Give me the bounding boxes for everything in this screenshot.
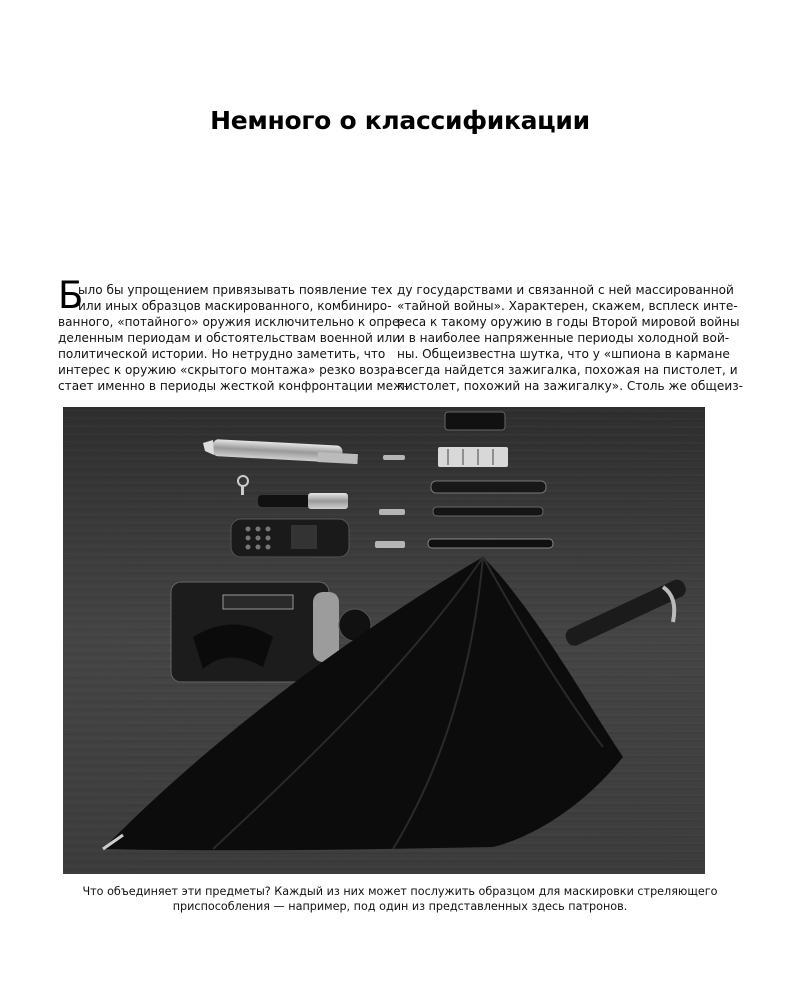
drop-cap: Б [58, 274, 84, 317]
text-line: или иных образцов маскированного, комбиниро- [78, 299, 392, 313]
photo-illustration [63, 407, 705, 874]
photo-caption [60, 884, 740, 914]
caption-line: Что объединяет эти предметы? Каждый из них может послужить образцом для маскировки стреляющего [82, 885, 718, 898]
text-line: пистолет, похожий на зажигалку». Столь же общеиз- [397, 379, 744, 393]
text-line: и в наиболее напряженные периоды холодной вой- [397, 331, 730, 345]
text-line: политической истории. Но нетрудно заметить, что [58, 347, 386, 361]
text-line: стает именно в периоды жесткой конфронтации меж- [58, 379, 409, 393]
text-line: реса к такому оружию в годы Второй мировой войны [397, 315, 740, 329]
text-line: интерес к оружию «скрытого монтажа» резко возра- [58, 363, 400, 377]
text-line: «тайной войны». Характерен, скажем, всплеск инте- [397, 299, 738, 313]
photo-objects-on-table [63, 407, 705, 874]
page-title: Немного о классификации [210, 106, 590, 135]
text-line: всегда найдется зажигалка, похожая на пистолет, и [397, 363, 738, 377]
text-column-right [397, 282, 744, 394]
mobile-phone-object [231, 519, 349, 557]
text-line: ыло бы упрощением привязывать появление тех [78, 283, 393, 297]
text-line: деленным периодам и обстоятельствам военной или [58, 331, 401, 345]
caption-line: приспособления — например, под один из представленных здесь патронов. [172, 900, 628, 913]
text-line: ванного, «потайного» оружия исключительно к опре- [58, 315, 404, 329]
text-line: ны. Общеизвестна шутка, что у «шпиона в кармане [397, 347, 730, 361]
text-line: ду государствами и связанной с ней массированной [397, 283, 734, 297]
text-column-left [58, 274, 409, 394]
